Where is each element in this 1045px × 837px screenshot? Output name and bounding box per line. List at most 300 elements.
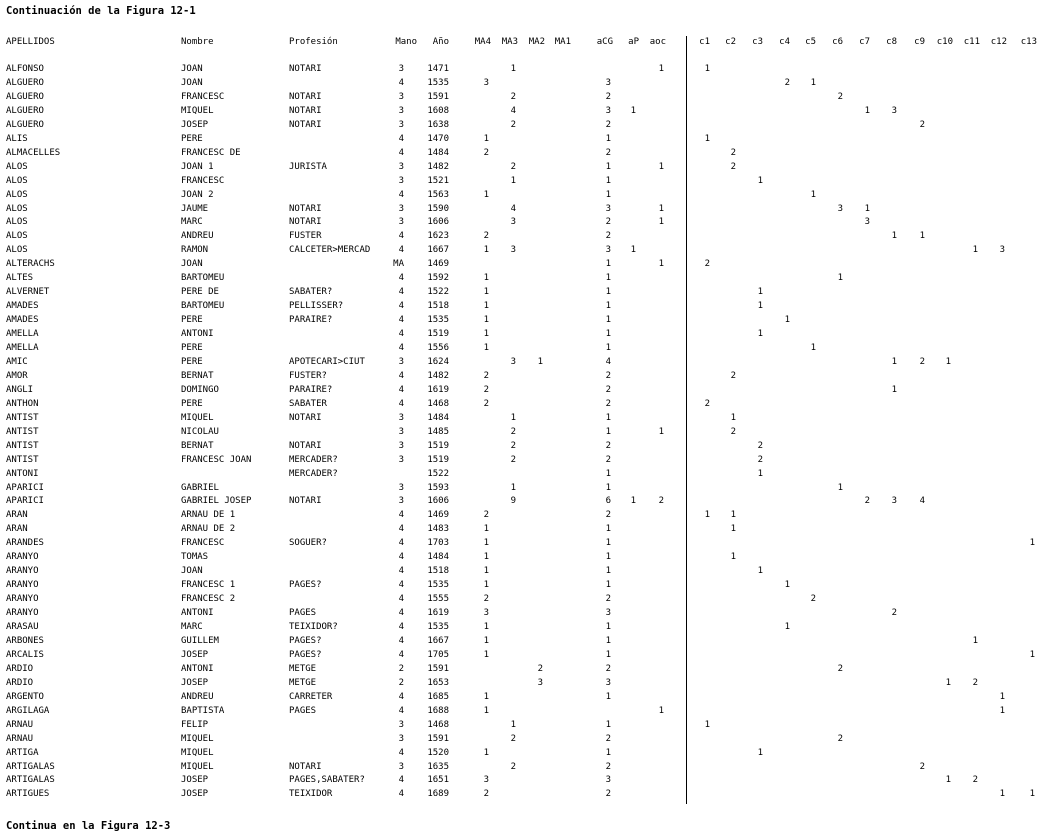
cell-y: 1484: [427, 412, 449, 423]
cell-m: 4: [398, 370, 404, 381]
cell-ma3: 3: [510, 217, 516, 228]
cell-c7: 3: [864, 217, 870, 228]
cell-y: 1555: [427, 594, 449, 605]
cell-m: 3: [398, 105, 404, 116]
cell-ma4: 1: [483, 538, 489, 549]
cell-m: 3: [398, 217, 404, 228]
cell-acg: 1: [605, 468, 611, 479]
cell-apellido: ALFONSO: [6, 64, 44, 74]
cell-y: 1563: [427, 189, 449, 200]
cell-apellido: ALGUERO: [6, 119, 44, 130]
cell-c1: 1: [704, 719, 710, 730]
cell-m: 4: [398, 147, 404, 158]
cell-profesion: NOTARI: [289, 217, 322, 228]
header-apellidos: APELLIDOS: [6, 37, 55, 47]
cell-acg: 2: [605, 510, 611, 521]
cell-c2: 1: [730, 552, 736, 563]
cell-m: 4: [398, 789, 404, 800]
cell-c2: 2: [730, 161, 736, 172]
cell-nombre: JOAN: [181, 259, 203, 270]
cell-y: 1470: [427, 133, 449, 144]
cell-ma3: 1: [510, 64, 516, 74]
cell-c9: 2: [919, 356, 925, 367]
cell-nombre: DOMINGO: [181, 384, 219, 395]
cell-apellido: ARAN: [6, 524, 28, 535]
cell-profesion: PAGES?: [289, 649, 322, 660]
column-divider: [686, 36, 687, 804]
cell-apellido: AMADES: [6, 301, 39, 312]
cell-ma4: 1: [483, 566, 489, 577]
cell-profesion: NOTARI: [289, 105, 322, 116]
cell-ma3: 1: [510, 482, 516, 493]
cell-y: 1556: [427, 343, 449, 353]
cell-y: 1608: [427, 105, 449, 116]
cell-aoc: 2: [658, 496, 664, 507]
cell-y: 1705: [427, 649, 449, 660]
cell-m: 3: [398, 454, 404, 465]
cell-apellido: ALIS: [6, 133, 28, 144]
cell-y: 1535: [427, 580, 449, 591]
cell-m: 3: [398, 496, 404, 507]
cell-acg: 1: [605, 329, 611, 340]
cell-ma4: 1: [483, 635, 489, 646]
cell-nombre: GABRIEL: [181, 482, 219, 493]
cell-y: 1469: [427, 259, 449, 270]
cell-y: 1484: [427, 552, 449, 563]
cell-c3: 2: [757, 440, 763, 451]
cell-nombre: TOMAS: [181, 552, 209, 563]
cell-apellido: ARANDES: [6, 538, 44, 549]
cell-ma2: 1: [537, 356, 543, 367]
cell-c3: 1: [757, 747, 763, 758]
cell-y: 1519: [427, 329, 449, 340]
header-ano: Año: [432, 37, 449, 47]
cell-apellido: ARCALIS: [6, 649, 44, 660]
cell-m: 3: [398, 426, 404, 437]
cell-apellido: ANTIST: [6, 426, 39, 437]
cell-y: 1482: [427, 161, 449, 172]
cell-ma4: 1: [483, 747, 489, 758]
cell-m: 4: [398, 649, 404, 660]
cell-nombre: PERE: [181, 398, 203, 409]
cell-c6: 2: [837, 91, 843, 102]
cell-y: 1606: [427, 217, 449, 228]
cell-y: 1667: [427, 245, 449, 256]
cell-nombre: FRANCESC: [181, 538, 225, 549]
cell-m: 3: [398, 91, 404, 102]
cell-profesion: PARAIRE?: [289, 384, 333, 395]
cell-acg: 2: [605, 370, 611, 381]
cell-m: 4: [398, 580, 404, 591]
cell-apellido: ALOS: [6, 203, 28, 214]
cell-ma4: 1: [483, 691, 489, 702]
cell-apellido: ARGILAGA: [6, 705, 50, 716]
cell-profesion: TEIXIDOR: [289, 789, 333, 800]
cell-profesion: NOTARI: [289, 496, 322, 507]
cell-ma3: 4: [510, 105, 516, 116]
cell-aoc: 1: [658, 161, 664, 172]
cell-nombre: BERNAT: [181, 440, 214, 451]
header-c10: c10: [936, 37, 953, 47]
cell-y: 1468: [427, 398, 449, 409]
cell-nombre: JOAN: [181, 64, 203, 74]
header-ma4: MA4: [474, 37, 491, 47]
cell-acg: 3: [605, 677, 611, 688]
cell-y: 1619: [427, 384, 449, 395]
cell-nombre: JOSEP: [181, 119, 209, 130]
cell-m: 3: [398, 482, 404, 493]
cell-ma3: 1: [510, 719, 516, 730]
cell-m: 4: [398, 315, 404, 326]
cell-c4: 2: [784, 77, 790, 88]
cell-ma4: 2: [483, 789, 489, 800]
cell-ma4: 2: [483, 510, 489, 521]
cell-aoc: 1: [658, 705, 664, 716]
cell-ma3: 4: [510, 203, 516, 214]
cell-profesion: NOTARI: [289, 64, 322, 74]
cell-nombre: PERE: [181, 133, 203, 144]
header-c5: c5: [805, 37, 816, 47]
cell-c11: 1: [972, 635, 978, 646]
cell-ma2: 2: [537, 663, 543, 674]
cell-nombre: FELIP: [181, 719, 209, 730]
cell-ma4: 3: [483, 608, 489, 619]
cell-y: 1703: [427, 538, 449, 549]
cell-nombre: ANTONI: [181, 663, 214, 674]
cell-y: 1688: [427, 705, 449, 716]
cell-c2: 1: [730, 524, 736, 535]
cell-acg: 1: [605, 649, 611, 660]
cell-profesion: NOTARI: [289, 412, 322, 423]
cell-acg: 3: [605, 77, 611, 88]
cell-m: 4: [398, 343, 404, 353]
cell-m: 4: [398, 510, 404, 521]
cell-m: 4: [398, 747, 404, 758]
cell-acg: 1: [605, 719, 611, 730]
cell-nombre: MIQUEL: [181, 747, 214, 758]
cell-aoc: 1: [658, 259, 664, 270]
cell-y: 1485: [427, 426, 449, 437]
cell-y: 1468: [427, 719, 449, 730]
cell-m: 2: [398, 677, 404, 688]
cell-nombre: MIQUEL: [181, 105, 214, 116]
header-c12: c12: [990, 37, 1007, 47]
cell-apellido: ARANYO: [6, 580, 39, 591]
cell-apellido: ARGENTO: [6, 691, 44, 702]
cell-apellido: ANGLI: [6, 384, 34, 395]
cell-acg: 1: [605, 287, 611, 298]
cell-y: 1593: [427, 482, 449, 493]
cell-acg: 2: [605, 761, 611, 772]
cell-c8: 2: [891, 608, 897, 619]
cell-y: 1521: [427, 175, 449, 186]
cell-acg: 2: [605, 454, 611, 465]
header-mano: Mano: [395, 37, 417, 47]
cell-nombre: FRANCESC 2: [181, 594, 236, 605]
cell-c8: 3: [891, 105, 897, 116]
cell-m: 3: [398, 356, 404, 367]
cell-c1: 1: [704, 510, 710, 521]
cell-ma4: 1: [483, 287, 489, 298]
cell-y: 1619: [427, 608, 449, 619]
cell-ma4: 1: [483, 245, 489, 256]
cell-nombre: JOSEP: [181, 775, 209, 786]
header-nombre: Nombre: [181, 37, 214, 47]
cell-c3: 2: [757, 454, 763, 465]
cell-c6: 3: [837, 203, 843, 214]
cell-y: 1535: [427, 315, 449, 326]
cell-apellido: ARBONES: [6, 635, 44, 646]
cell-c9: 4: [919, 496, 925, 507]
cell-y: 1471: [427, 64, 449, 74]
cell-apellido: ARANYO: [6, 566, 39, 577]
figure-title: Continuación de la Figura 12-1: [6, 5, 196, 17]
cell-nombre: FRANCESC: [181, 175, 225, 186]
cell-nombre: BARTOMEU: [181, 273, 225, 284]
cell-acg: 2: [605, 91, 611, 102]
cell-acg: 2: [605, 231, 611, 242]
cell-y: 1653: [427, 677, 449, 688]
cell-profesion: APOTECARI>CIUT: [289, 356, 365, 367]
cell-profesion: FUSTER: [289, 231, 322, 242]
cell-ma4: 3: [483, 77, 489, 88]
cell-profesion: NOTARI: [289, 761, 322, 772]
cell-apv: 1: [630, 245, 636, 256]
cell-apellido: ALOS: [6, 189, 28, 200]
cell-acg: 2: [605, 594, 611, 605]
cell-acg: 2: [605, 789, 611, 800]
cell-m: 4: [398, 691, 404, 702]
cell-ma3: 2: [510, 161, 516, 172]
cell-apellido: AMOR: [6, 370, 28, 381]
cell-c2: 1: [730, 412, 736, 423]
cell-c11: 2: [972, 677, 978, 688]
cell-acg: 3: [605, 203, 611, 214]
header-acg: aCG: [596, 37, 613, 47]
cell-m: 3: [398, 175, 404, 186]
cell-c4: 1: [784, 315, 790, 326]
cell-m: 3: [398, 412, 404, 423]
cell-ma4: 1: [483, 343, 489, 353]
cell-nombre: MARC: [181, 217, 203, 228]
cell-nombre: JOAN 1: [181, 161, 214, 172]
cell-aoc: 1: [658, 64, 664, 74]
cell-c9: 2: [919, 761, 925, 772]
cell-aoc: 1: [658, 217, 664, 228]
cell-apellido: ANTONI: [6, 468, 39, 479]
cell-m: 4: [398, 705, 404, 716]
cell-ma3: 2: [510, 91, 516, 102]
cell-ma4: 1: [483, 301, 489, 312]
cell-y: 1483: [427, 524, 449, 535]
cell-y: 1623: [427, 231, 449, 242]
cell-nombre: PERE: [181, 343, 203, 353]
cell-c1: 1: [704, 64, 710, 74]
cell-apellido: ANTIST: [6, 440, 39, 451]
cell-apv: 1: [630, 496, 636, 507]
cell-c7: 1: [864, 105, 870, 116]
cell-c3: 1: [757, 287, 763, 298]
cell-c8: 1: [891, 231, 897, 242]
cell-apellido: ARTIGA: [6, 747, 39, 758]
cell-acg: 2: [605, 440, 611, 451]
cell-c12: 1: [999, 789, 1005, 800]
cell-c13: 1: [1029, 538, 1035, 549]
cell-ma4: 1: [483, 649, 489, 660]
cell-m: 4: [398, 622, 404, 632]
cell-apellido: ARTIGALAS: [6, 775, 55, 786]
header-c13: c13: [1020, 37, 1037, 47]
cell-nombre: GABRIEL JOSEP: [181, 496, 252, 507]
cell-ma4: 1: [483, 524, 489, 535]
cell-m: 2: [398, 663, 404, 674]
cell-nombre: MIQUEL: [181, 412, 214, 423]
cell-c13: 1: [1029, 649, 1035, 660]
cell-apellido: AMELLA: [6, 329, 39, 340]
cell-apellido: ARDIO: [6, 663, 34, 674]
cell-ma3: 9: [510, 496, 516, 507]
cell-acg: 2: [605, 733, 611, 744]
cell-c10: 1: [945, 775, 951, 786]
cell-apellido: ALGUERO: [6, 91, 44, 102]
cell-nombre: BAPTISTA: [181, 705, 225, 716]
cell-acg: 1: [605, 315, 611, 326]
cell-ma3: 1: [510, 412, 516, 423]
cell-profesion: PELLISSER?: [289, 301, 344, 312]
cell-m: 3: [398, 733, 404, 744]
cell-apellido: ALOS: [6, 245, 28, 256]
cell-y: 1482: [427, 370, 449, 381]
cell-apellido: ANTIST: [6, 412, 39, 423]
cell-acg: 1: [605, 273, 611, 284]
header-c11: c11: [963, 37, 980, 47]
cell-apellido: ALVERNET: [6, 287, 50, 298]
cell-acg: 1: [605, 538, 611, 549]
cell-acg: 1: [605, 175, 611, 186]
cell-y: 1484: [427, 147, 449, 158]
cell-ma3: 2: [510, 733, 516, 744]
cell-nombre: FRANCESC 1: [181, 580, 236, 591]
cell-y: 1651: [427, 775, 449, 786]
cell-c6: 2: [837, 733, 843, 744]
cell-m: 3: [398, 719, 404, 730]
cell-acg: 1: [605, 301, 611, 312]
cell-c6: 1: [837, 482, 843, 493]
cell-ma4: 3: [483, 775, 489, 786]
cell-profesion: NOTARI: [289, 203, 322, 214]
cell-profesion: PARAIRE?: [289, 315, 333, 326]
cell-ma3: 2: [510, 440, 516, 451]
cell-m: 4: [398, 133, 404, 144]
cell-acg: 1: [605, 635, 611, 646]
cell-nombre: NICOLAU: [181, 426, 219, 437]
cell-m: MA: [393, 259, 404, 270]
cell-m: 4: [398, 231, 404, 242]
header-c8: c8: [886, 37, 897, 47]
cell-ma3: 2: [510, 761, 516, 772]
cell-apellido: APARICI: [6, 482, 44, 493]
cell-y: 1522: [427, 468, 449, 479]
cell-profesion: SOGUER?: [289, 538, 327, 549]
cell-ma4: 2: [483, 147, 489, 158]
cell-nombre: FRANCESC DE: [181, 147, 241, 158]
cell-c9: 2: [919, 119, 925, 130]
cell-c12: 3: [999, 245, 1005, 256]
cell-ma3: 2: [510, 119, 516, 130]
cell-nombre: GUILLEM: [181, 635, 219, 646]
cell-c3: 1: [757, 175, 763, 186]
cell-m: 4: [398, 524, 404, 535]
cell-c12: 1: [999, 705, 1005, 716]
cell-c3: 1: [757, 329, 763, 340]
cell-y: 1522: [427, 287, 449, 298]
cell-m: 3: [398, 440, 404, 451]
cell-nombre: JOSEP: [181, 789, 209, 800]
cell-y: 1591: [427, 733, 449, 744]
cell-profesion: METGE: [289, 663, 317, 674]
cell-profesion: PAGES,SABATER?: [289, 775, 365, 786]
cell-apellido: ALOS: [6, 217, 28, 228]
cell-nombre: MARC: [181, 622, 203, 632]
cell-y: 1518: [427, 566, 449, 577]
cell-c11: 2: [972, 775, 978, 786]
cell-ma4: 1: [483, 329, 489, 340]
cell-aoc: 1: [658, 426, 664, 437]
cell-y: 1591: [427, 91, 449, 102]
cell-c9: 1: [919, 231, 925, 242]
cell-m: 3: [398, 64, 404, 74]
cell-apellido: ARDIO: [6, 677, 34, 688]
cell-m: 4: [398, 273, 404, 284]
cell-acg: 1: [605, 524, 611, 535]
header-c2: c2: [725, 37, 736, 47]
cell-ma4: 1: [483, 189, 489, 200]
cell-nombre: ARNAU DE 2: [181, 524, 236, 535]
cell-m: 4: [398, 287, 404, 298]
cell-acg: 2: [605, 217, 611, 228]
cell-acg: 1: [605, 622, 611, 632]
cell-acg: 1: [605, 552, 611, 563]
cell-c1: 1: [704, 133, 710, 144]
cell-acg: 1: [605, 259, 611, 270]
cell-profesion: NOTARI: [289, 91, 322, 102]
cell-ma4: 1: [483, 705, 489, 716]
header-ma3: MA3: [501, 37, 518, 47]
header-ma2: MA2: [528, 37, 545, 47]
cell-acg: 1: [605, 161, 611, 172]
cell-y: 1606: [427, 496, 449, 507]
cell-c5: 2: [810, 594, 816, 605]
cell-ma4: 2: [483, 594, 489, 605]
cell-profesion: SABATER: [289, 398, 327, 409]
cell-c5: 1: [810, 189, 816, 200]
cell-acg: 2: [605, 663, 611, 674]
cell-acg: 2: [605, 147, 611, 158]
cell-ma4: 2: [483, 231, 489, 242]
cell-acg: 1: [605, 343, 611, 353]
cell-apellido: ARNAU: [6, 719, 34, 730]
cell-c8: 1: [891, 356, 897, 367]
cell-y: 1685: [427, 691, 449, 702]
cell-c6: 1: [837, 273, 843, 284]
cell-apellido: ARASAU: [6, 622, 39, 632]
cell-apellido: ANTHON: [6, 398, 39, 409]
cell-c13: 1: [1029, 789, 1035, 800]
cell-ma3: 2: [510, 454, 516, 465]
cell-c3: 1: [757, 301, 763, 312]
cell-m: 4: [398, 594, 404, 605]
cell-c11: 1: [972, 245, 978, 256]
